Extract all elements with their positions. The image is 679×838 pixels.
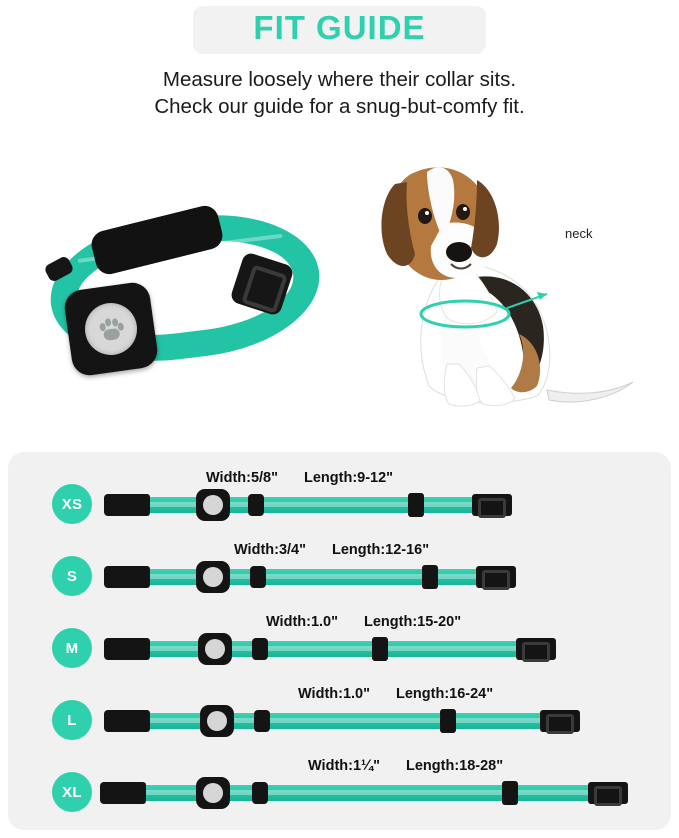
airtag-holder-icon <box>196 561 230 593</box>
buckle-right-icon <box>472 494 512 516</box>
strap-slider-icon <box>422 565 438 589</box>
buckle-left-icon <box>104 566 150 588</box>
size-width-xs: Width:5/8" <box>206 470 278 486</box>
d-ring-icon <box>254 710 270 732</box>
size-chart-panel <box>8 452 671 830</box>
strap-graphic-xs <box>104 494 512 516</box>
d-ring-icon <box>250 566 266 588</box>
size-row-xs <box>8 466 671 542</box>
size-row-m <box>8 610 671 686</box>
buckle-right-icon <box>588 782 628 804</box>
title-pill <box>193 6 485 54</box>
strap-slider-icon <box>502 781 518 805</box>
airtag-holder <box>62 280 159 377</box>
size-dims-m <box>266 614 461 630</box>
size-dims-s <box>234 542 429 558</box>
airtag-disc <box>82 300 141 359</box>
buckle-right-icon <box>540 710 580 732</box>
size-width-xl: Width:1¼" <box>308 758 380 774</box>
strap-slider-icon <box>372 637 388 661</box>
strap-graphic-l <box>104 710 580 732</box>
airtag-holder-icon <box>198 633 232 665</box>
strap-graphic-m <box>104 638 556 660</box>
buckle-left-icon <box>104 710 150 732</box>
subtitle-line-2: Check our guide for a snug-but-comfy fit. <box>154 95 525 118</box>
size-length-m: Length:15-20" <box>364 614 462 630</box>
airtag-holder-icon <box>196 489 230 521</box>
strap-slider-icon <box>440 709 456 733</box>
neck-callout-label: neck <box>565 226 593 241</box>
buckle-left-icon <box>104 494 150 516</box>
size-badge-xl: XL <box>52 772 92 812</box>
dog-photo <box>351 128 651 428</box>
size-width-l: Width:1.0" <box>298 686 370 702</box>
buckle-right-icon <box>476 566 516 588</box>
size-length-xs: Length:9-12" <box>304 470 394 486</box>
subtitle-line-1: Measure loosely where their collar sits. <box>162 68 517 91</box>
airtag-holder-icon <box>200 705 234 737</box>
size-badge-s: S <box>52 556 92 596</box>
strap-graphic-xl <box>100 782 628 804</box>
size-length-xl: Length:18-28" <box>406 758 504 774</box>
paw-icon <box>98 316 125 341</box>
hero-section <box>0 128 679 448</box>
size-width-m: Width:1.0" <box>266 614 338 630</box>
d-ring-icon <box>252 638 268 660</box>
size-badge-xs: XS <box>52 484 92 524</box>
size-width-s: Width:3/4" <box>234 542 306 558</box>
size-badge-l: L <box>52 700 92 740</box>
page-title: FIT GUIDE <box>253 9 426 46</box>
title-banner <box>0 0 679 54</box>
airtag-holder-icon <box>196 777 230 809</box>
size-row-s <box>8 538 671 614</box>
collar-product-image <box>40 208 340 378</box>
size-dims-xl <box>308 758 503 774</box>
size-length-s: Length:12-16" <box>332 542 430 558</box>
buckle-right-icon <box>516 638 556 660</box>
size-row-l <box>8 682 671 758</box>
dog-illustration <box>351 128 651 428</box>
strap-graphic-s <box>104 566 516 588</box>
size-dims-l <box>298 686 493 702</box>
size-dims-xs <box>206 470 393 486</box>
strap-slider-icon <box>408 493 424 517</box>
buckle-left-icon <box>104 638 150 660</box>
buckle-left-icon <box>100 782 146 804</box>
size-row-xl <box>8 754 671 830</box>
size-badge-m: M <box>52 628 92 668</box>
d-ring-icon <box>248 494 264 516</box>
size-length-l: Length:16-24" <box>396 686 494 702</box>
d-ring-icon <box>252 782 268 804</box>
